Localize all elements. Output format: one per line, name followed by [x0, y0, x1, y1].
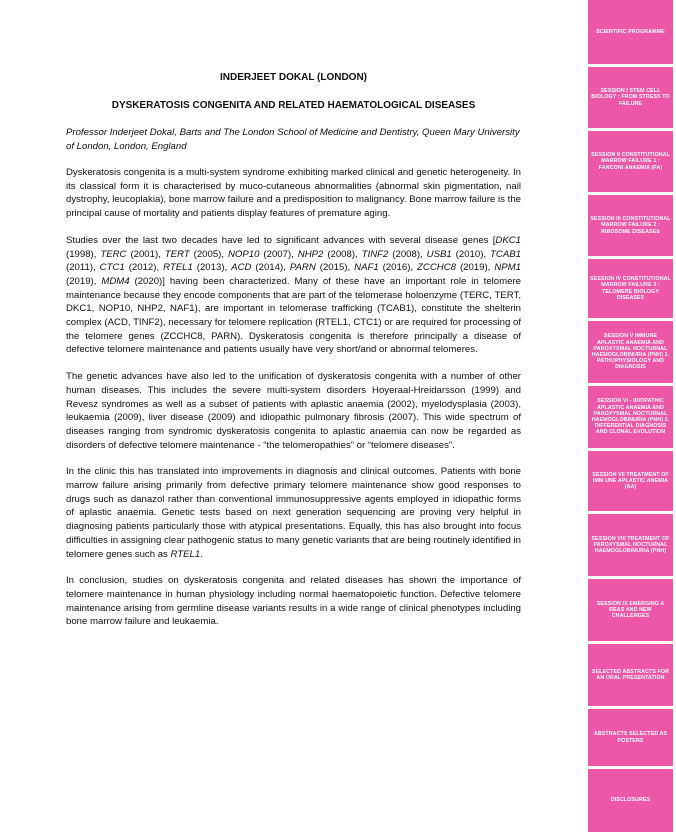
gene-name: TERC — [100, 248, 127, 260]
document-body — [66, 68, 521, 629]
talk-title: DYSKERATOSIS CONGENITA AND RELATED HAEMATOLOGICAL DISEASES — [111, 100, 476, 111]
sidebar-item-session-7[interactable]: SESSION VII TREATMENT OF IMM UNE APLASTIC ANEMIA (AA) — [588, 451, 673, 511]
gene-year: (2019), — [455, 262, 495, 274]
gene-name: ZCCHC8 — [417, 262, 456, 274]
gene-year: (2007), — [259, 248, 298, 260]
gene-year: (2011), — [66, 262, 100, 274]
gene-year: (2015), — [315, 262, 355, 274]
gene-name: NOP10 — [227, 248, 260, 260]
genes-intro-text: Studies over the last two decades have led to significant advances with several disease genes [ — [66, 234, 496, 246]
sidebar-item-disclosures[interactable]: DISCLOSURES — [588, 769, 673, 832]
gene-name: NAF1 — [354, 262, 379, 274]
sidebar-item-scientific-programme[interactable]: SCIENTIFIC PROGRAMME — [588, 0, 673, 64]
sidebar-item-session-3[interactable]: SESSION III CONSTITUTIONAL MARROW FAILURE 2 : RIBOSOME DISEASES — [588, 195, 673, 256]
gene-name: USB1 — [426, 248, 452, 260]
sidebar-item-session-9[interactable]: SESSION IX EMERGING A REAS AND NEW CHALLENGES — [588, 579, 673, 641]
sidebar-item-selected-abstracts[interactable]: SELECTED ABSTRACTS FOR AN ORAL PRESENTATION — [588, 644, 673, 706]
gene-name: MDM4 — [101, 275, 130, 287]
paragraph-genes — [66, 234, 521, 357]
sidebar-item-session-2[interactable]: SESSION II CONSTITUTIONAL MARROW FAILURE 1 : FANCONI ANAEMIA (FA) — [588, 131, 673, 192]
gene-year: (2008), — [323, 248, 362, 260]
gene-name: NPM1 — [494, 262, 521, 274]
sidebar-item-session-1[interactable]: SESSION I STEM CELL BIOLOGY : FROM STRESS TO FAILURE — [588, 67, 673, 128]
sidebar-item-session-5[interactable]: SESSION V IMMUNE APLASTIC ANAEMIA AND PAROXYSMAL NOCTURNAL HAEMOGLOBINURIA (PNH) 1. PATHOPHYSIOLOGY AND DIAGNOSIS — [588, 321, 673, 383]
genes-rest-text: ] having been characterized. Many of these have an important role in telomere maintenance because they encode components that are part of the telomerase holoenzyme (TERC, TERT, DKC1, NOP10, NHP2, NAF1), are important in telomerase trafficking (TCAB1), constitute the shelterin complex (ACD, TINF2), necessary for telomere replication (RTEL1, CTC1) or are required for processing of the telomere genes (ZCCHC8, PARN). Dyskeratosis congenita is therefore principally a disease of defective telomere maintenance and patients usually have very short/and or abnormal telomeres. — [66, 275, 521, 356]
paragraph-conclusion: In conclusion, studies on dyskeratosis congenita and related diseases has shown the importance of telomere maintenance in human physiology including normal haematopoietic function. Defective telomere maintenance arising from germline disease variants results in a wide range of clinical phenotypes including bone marrow failure and leukaemia. — [66, 575, 521, 628]
sidebar-item-session-4[interactable]: SESSION IV CONSTITUTIONAL MARROW FAILURE 3 : TELOMERE BIOLOGY DISEASES — [588, 259, 673, 318]
paragraph-intro: Dyskeratosis congenita is a multi-system syndrome exhibiting marked clinical and genetic heterogeneity. In its classical form it is characterised by muco-cutaneous abnormalities (abnormal skin pigmentation, nail dystrophy, leucoplakia), bone marrow failure and a predisposition to malignancy. Bone marrow failure is the principal cause of mortality and patients display features of premature aging. — [66, 167, 521, 220]
sidebar-nav — [588, 0, 676, 832]
gene-name: NHP2 — [297, 248, 324, 260]
gene-year: (2013), — [192, 262, 232, 274]
gene-year: (2012), — [124, 262, 164, 274]
gene-name: ACD — [231, 262, 252, 274]
clinic-end: . — [200, 548, 203, 560]
gene-name: RTEL1 — [163, 262, 193, 274]
gene-year: (2014), — [251, 262, 290, 274]
gene-year: (2008), — [388, 248, 427, 260]
clinic-text: In the clinic this has translated into improvements in diagnosis and clinical outcomes. Patients with bone marrow failure arising primarily from defective primary telomere maintenance show good responses to drugs such as danazol rather than conventional immunosuppressive agents employed in idiopathic forms of aplastic anaemia. Genetic tests based on next generation sequencing are proving very helpful in diagnosing patients particularly those with atypical presentations. Equally, this has also brought into focus difficulties in assigning clear pathogenic status to many genetic variants that are being routinely identified in telomere genes such as — [66, 466, 521, 560]
sidebar-item-posters[interactable]: ABSTRACTS SELECTED AS POSTERS — [588, 709, 673, 766]
gene-rtel1: RTEL1 — [170, 548, 201, 560]
gene-year: (2016), — [378, 262, 418, 274]
gene-year: (2020) — [129, 275, 163, 287]
gene-year: (2001), — [126, 248, 165, 260]
gene-year: (2005), — [189, 248, 228, 260]
paragraph-unification: The genetic advances have also led to the unification of dyskeratosis congenita with a number of other human diseases. This includes the severe multi-system disorders Hoyeraal-Hreidarsson (1999) and Revesz syndromes as well as a subset of patients with aplastic anaemia (2002), myelodysplasia (2003), leukaemia (2009), liver disease (2009) and idiopathic pulmonary fibrosis (2007). This wide spectrum of diseases ranging from syndromic dyskeratosis congenita to aplastic anaemia can now be regarded as disorders of defective telomere maintenance - “the telomeropathies” or “telomere diseases”. — [66, 371, 521, 451]
gene-name: DKC1 — [495, 234, 521, 246]
gene-year: (1998), — [66, 248, 101, 260]
sidebar-item-session-6[interactable]: SESSION VI - IDIOPATHIC APLASTIC ANAEMIA AND PAROXYSMAL NOCTURNAL HAEMOGLOBINURIA (PNH) 2. DIFFERENTIAL DIAGNOSIS AND CLONAL EVOLUTION — [588, 386, 673, 448]
gene-year: (2019), — [66, 275, 102, 287]
paragraph-clinic — [66, 465, 521, 561]
gene-name: TCAB1 — [490, 248, 521, 260]
gene-name: CTC1 — [99, 262, 125, 274]
gene-name: TERT — [164, 248, 190, 260]
speaker-heading: INDERJEET DOKAL (LONDON) — [219, 72, 368, 83]
gene-name: PARN — [289, 262, 316, 274]
affiliation: Professor Inderjeet Dokal, Barts and The London School of Medicine and Dentistry, Queen Mary University of London, London, England — [66, 127, 520, 152]
gene-name: TINF2 — [361, 248, 389, 260]
sidebar-item-session-8[interactable]: SESSION VIII TREATMENT OF PAROXYSMAL NOCTURNAL HAEMOGLOBINURIA (PNH) — [588, 514, 673, 576]
gene-year: (2010), — [451, 248, 491, 260]
